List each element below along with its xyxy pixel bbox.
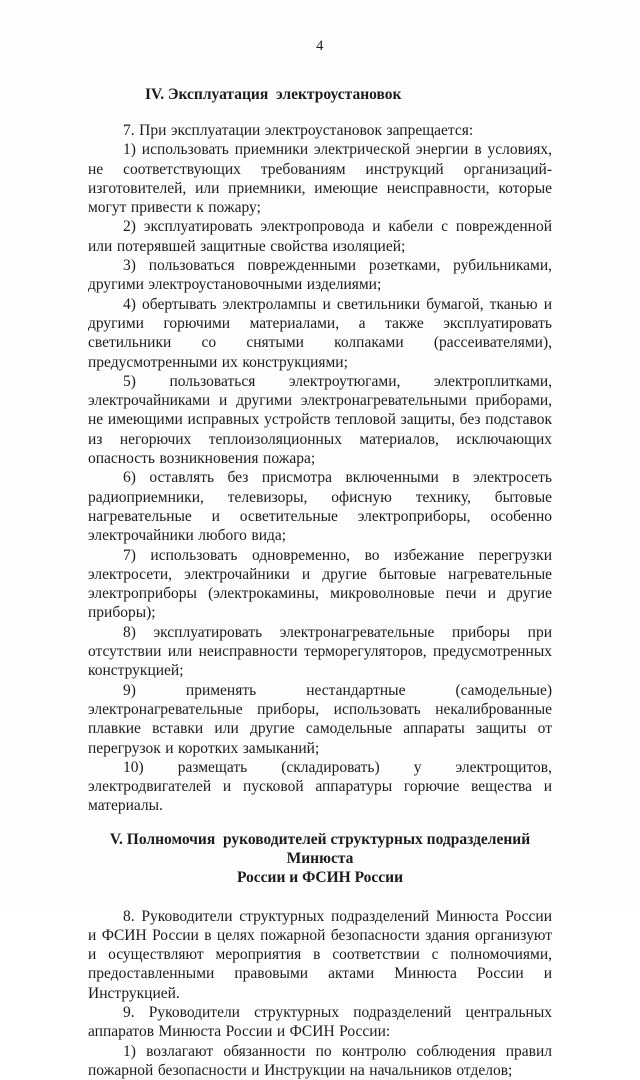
para-7-sub-8: 8) эксплуатировать электронагревательные приборы при отсутствии или неисправности терморегуляторов, предусмотренных конструкцией; — [88, 623, 552, 680]
section-v-heading-line1: V. Полномочия руководителей структурных подразделений Минюста — [109, 830, 535, 867]
para-7-sub-3: 3) пользоваться поврежденными розетками, рубильниками, другими электроустановочными изделиями; — [88, 257, 552, 294]
page-number: 4 — [316, 38, 324, 54]
para-7-sub-4: 4) обертывать электролампы и светильники бумагой, тканью и другими горючими материалами, а также эксплуатировать светильники со снятыми колпаками (рассеивателями), предусмотренными их конструкциями; — [88, 295, 552, 371]
para-7-sub-2: 2) эксплуатировать электропровода и кабели с поврежденной или потерявшей защитные свойства изоляцией; — [88, 218, 552, 255]
para-7-sub-9: 9) применять нестандартные (самодельные) электронагревательные приборы, использовать некалиброванные плавкие вставки или другие самодельные аппараты защиты от перегрузок и коротких замыканий; — [88, 681, 552, 757]
para-7-sub-7: 7) использовать одновременно, во избежание перегрузки электросети, электрочайники и другие бытовые нагревательные электроприборы (электрокамины, микроволновые печи и другие приборы); — [88, 546, 552, 622]
section-iv-body — [88, 121, 552, 816]
para-7-sub-1: 1) использовать приемники электрической энергии в условиях, не соответствующих требованиям инструкций организаций-изготовителей, или приемники, имеющие неисправности, которые могут привести к пожару; — [88, 141, 552, 217]
section-v-heading — [88, 830, 552, 888]
para-7-sub-5: 5) пользоваться электроутюгами, электроплитками, электрочайниками и другими электронагревательными приборами, не имеющими исправных устройств тепловой защиты, без подставок из негорючих теплоизоляционных материалов, исключающих опасность возникновения пожара; — [88, 372, 552, 468]
para-7-sub-6: 6) оставлять без присмотра включенными в электросеть радиоприемники, телевизоры, офисную технику, бытовые нагревательные и осветительные электроприборы, особенно электрочайники любого вида; — [88, 469, 552, 545]
section-v-body — [88, 907, 552, 1080]
para-8: 8. Руководители структурных подразделений Минюста России и ФСИН России в целях пожарной безопасности здания организуют и осуществляют мероприятия в соответствии с полномочиями, предоставленными правовыми актами Минюста России и Инструкцией. — [88, 907, 552, 1002]
para-9-intro: 9. Руководители структурных подразделений центральных аппаратов Минюста России и ФСИН России: — [88, 1004, 552, 1041]
para-7-sub-10: 10) размещать (складировать) у электрощитов, электродвигателей и пусковой аппаратуры горючие вещества и материалы. — [88, 758, 552, 815]
section-iv-heading: IV. Эксплуатация электроустановок — [145, 86, 402, 103]
section-v-heading-line2: России и ФСИН России — [236, 869, 404, 887]
para-9-sub-1: 1) возлагают обязанности по контролю соблюдения правил пожарной безопасности и Инструкции на начальников отделов; — [88, 1042, 552, 1079]
para-7-intro: 7. При эксплуатации электроустановок запрещается: — [123, 122, 474, 139]
